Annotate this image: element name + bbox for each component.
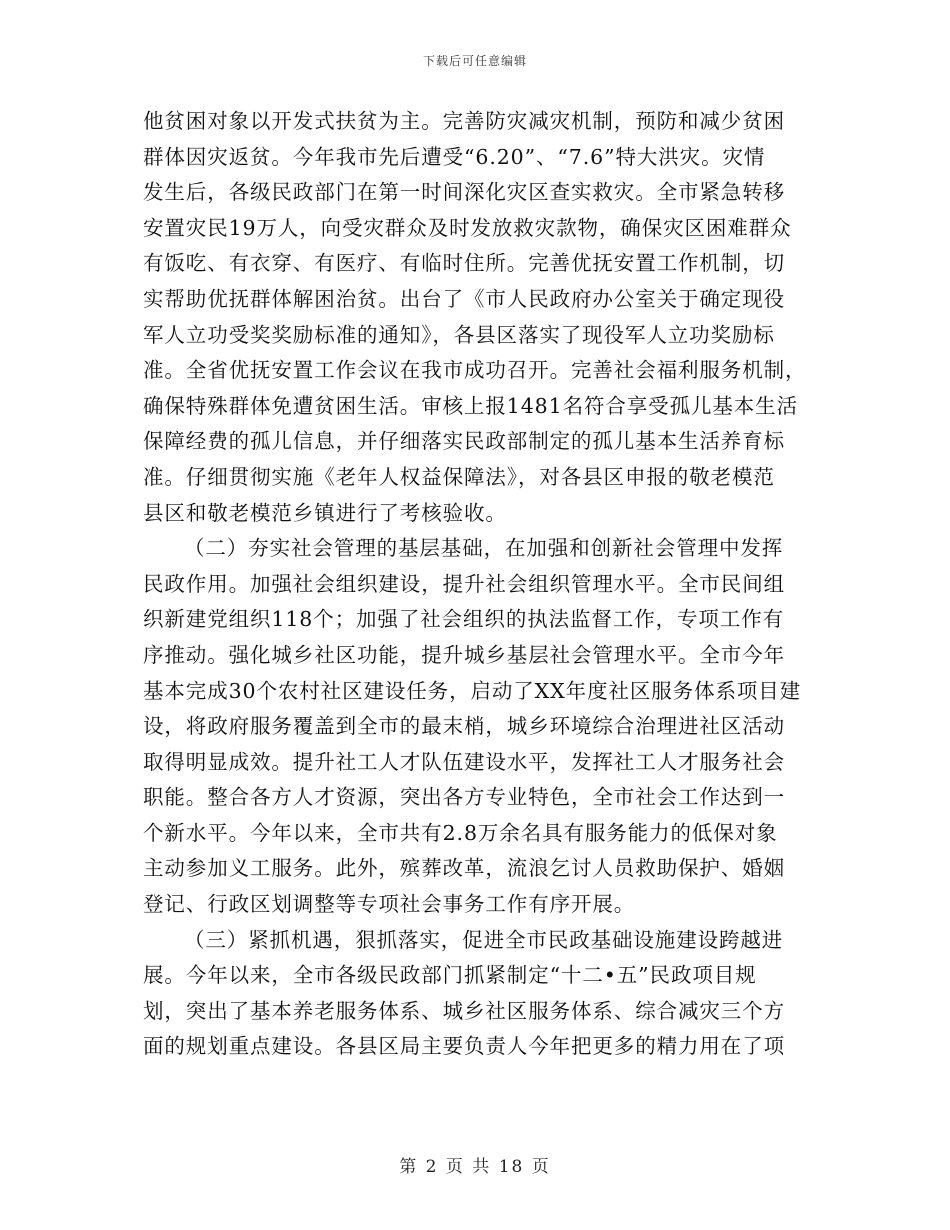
section-heading-line: （二）夯实社会管理的基层基础，在加强和创新社会管理中发挥 [184,536,784,561]
body-line: 民政作用。加强社会组织建设，提升社会组织管理水平。全市民间组 [143,571,785,596]
body-line: 他贫困对象以开发式扶贫为主。完善防灾减灾机制，预防和减少贫困 [143,109,785,133]
page-header: 下载后可任意编辑 [422,54,527,68]
page-number-footer: 第 2 页 共 18 页 [399,1157,551,1177]
body-line: 主动参加义工服务。此外，殡葬改革，流浪乞讨人员救助保护、婚姻 [143,856,785,881]
body-line: 发生后，各级民政部门在第一时间深化灾区查实救灾。全市紧急转移 [143,180,785,205]
body-line: 保障经费的孤儿信息，并仔细落实民政部制定的孤儿基本生活养育标 [143,429,785,454]
body-line: 县区和敬老模范乡镇进行了考核验收。 [143,500,507,525]
body-line: 织新建党组织118个；加强了社会组织的执法监督工作，专项工作有 [143,607,785,632]
body-line: 划，突出了基本养老服务体系、城乡社区服务体系、综合减灾三个方 [143,998,785,1023]
body-line: 军人立功受奖奖励标准的通知》，各县区落实了现役军人立功奖励标 [143,322,775,347]
body-line: 面的规划重点建设。各县区局主要负责人今年把更多的精力用在了项 [143,1034,785,1059]
body-line: 准。仔细贯彻实施《老年人权益保障法》，对各县区申报的敬老模范 [143,464,775,489]
section-heading-line: （三）紧抓机遇，狠抓落实，促进全市民政基础设施建设跨越进 [184,927,784,952]
body-line: 有饭吃、有衣穿、有医疗、有临时住所。完善优抚安置工作机制，切 [143,251,785,276]
body-line: 准。全省优抚安置工作会议在我市成功召开。完善社会福利服务机制， [143,358,807,383]
body-line: 确保特殊群体免遭贫困生活。审核上报1481名符合享受孤儿基本生活 [143,393,798,418]
document-body [143,104,808,1065]
body-line: 安置灾民19万人，向受灾群众及时发放救灾款物，确保灾区困难群众 [143,215,792,240]
body-line: 个新水平。今年以来，全市共有2.8万余名具有服务能力的低保对象 [143,820,778,845]
body-line: 设，将政府服务覆盖到全市的最末梢，城乡环境综合治理进社区活动 [143,714,785,739]
body-line: 实帮助优抚群体解困治贫。出台了《市人民政府办公室关于确定现役 [143,286,785,311]
body-line: 展。今年以来，全市各级民政部门抓紧制定“十二•五”民政项目规 [143,963,757,988]
body-line: 群体因灾返贫。今年我市先后遭受“6.20”、“7.6”特大洪灾。灾情 [143,144,766,169]
body-line: 基本完成30个农村社区建设任务，启动了XX年度社区服务体系项目建 [143,678,802,703]
body-line: 取得明显成效。提升社工人才队伍建设水平，发挥社工人才服务社会 [143,749,785,774]
body-line: 登记、行政区划调整等专项社会事务工作有序开展。 [143,892,636,917]
body-line: 职能。整合各方人才资源，突出各方专业特色，全市社会工作达到一 [143,785,785,810]
body-line: 序推动。强化城乡社区功能，提升城乡基层社会管理水平。全市今年 [143,642,785,667]
